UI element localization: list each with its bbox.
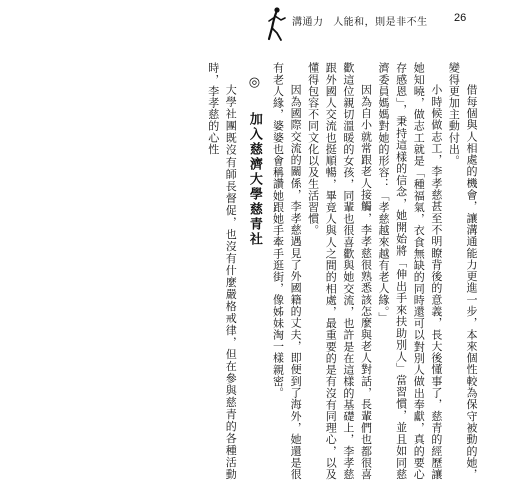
section-heading	[245, 62, 263, 480]
page-number: 26	[454, 12, 467, 24]
paragraph: 因為國際交流的關係，李孝慈遇見了外國籍的丈夫，即便到了海外，她還是很有老人緣，婆婆也會稱讚她跟她手牽手逛街，像姊妹淘一樣親密。	[271, 62, 303, 480]
paragraph: 借每個與人相處的機會，讓溝通能力更進一步，本來個性較為保守被動的她，變得更加主動付出。	[447, 62, 478, 480]
running-figure-icon	[262, 6, 288, 42]
page-header	[0, 0, 520, 46]
section-title: 加入慈濟大學慈青社	[246, 112, 262, 247]
paragraph: 小時候做志工，李孝慈甚至不明瞭背後的意義，長大後懂事了，慈青的經歷讓她知曉，做志工就是「種福氣，衣食無缺的同時還可以對別人做出奉獻，真的要心存感恩」，秉持這樣的信念，她開始將「伸出手來扶助別人」當習慣，並且如同慈濟委員媽媽對她的形容：「孝慈越來越有老人緣。」	[377, 62, 443, 480]
paragraph: 大學社團既沒有師長督促，也沒有什麼嚴格戒律，但在參與慈青的各種活動時，李孝慈的心性	[206, 62, 238, 480]
chapter-title: 人能和，則是非不生	[333, 17, 428, 28]
section-mark: ◎	[246, 75, 262, 92]
vertical-text-body	[172, 62, 480, 480]
paragraph: 因為自小就常跟老人接觸，李孝慈很熟悉該怎麼與老人對話，長輩們也都很喜歡這位親切溫暖的女孩，同輩也很喜歡與她交流，也許是在這樣的基礎上，李孝慈跟外國人交流也挺順暢，畢竟人與人之間的相處，最重要的是有沒有同理心，以及懂得包容不同文化以及生活習慣。	[306, 62, 373, 480]
book-title: 溝通力	[292, 17, 324, 28]
running-head	[292, 13, 434, 28]
